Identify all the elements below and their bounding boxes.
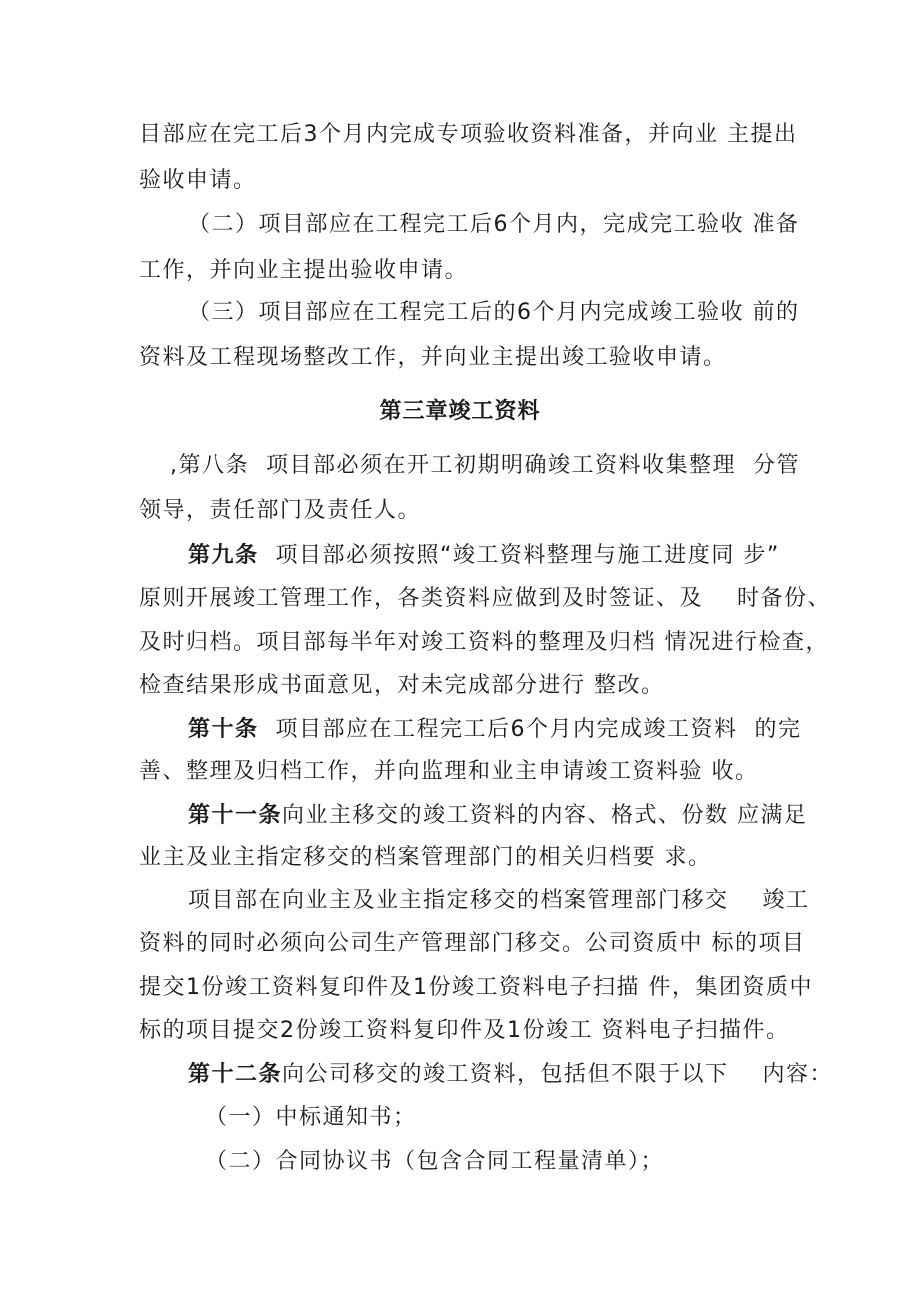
paragraph-line: 领导，责任部门及责任人。 [139,498,422,523]
article-label: 第九条 [188,543,259,568]
article-text: 项目部必须按照“竣工资料整理与施工进度同 步” [258,543,780,568]
paragraph-line: 验收申请。 [139,168,257,193]
paragraph-line: （三）项目部应在工程完工后的6个月内完成竣工验收 前的 [188,300,800,325]
paragraph-line: ,第八条 项目部必须在开工初期明确竣工资料收集整理 分管 [170,453,800,478]
chapter-title: 第三章竣工资料 [379,399,541,424]
article-text: 向公司移交的竣工资料，包括但不限于以下 内容： [282,1062,833,1087]
article-first-line [188,541,780,571]
paragraph-line: （二）项目部应在工程完工后6个月内，完成完工验收 准备 [188,212,800,237]
article-label: 第十条 [188,717,259,742]
article-first-line [188,801,808,831]
paragraph-line: 工作，并向业主提出验收申请。 [139,258,469,283]
article-text: 向业主移交的竣工资料的内容、格式、份数 应满足 [282,803,808,828]
paragraph-line: 提交1份竣工资料复印件及1份竣工资料电子扫描 件，集团资质中 [139,975,813,1000]
article-first-line [188,1060,833,1090]
article-text: 项目部应在工程完工后6个月内完成竣工资料 的完 [258,717,802,742]
article-label: 第十二条 [188,1062,283,1087]
paragraph-line: 业主及业主指定移交的档案管理部门的相关归档要 求。 [139,845,712,870]
paragraph-line: 目部应在完工后3个月内完成专项验收资料准备，并向业 主提出 [139,122,798,147]
paragraph-line: 标的项目提交2份竣工资料复印件及1份竣工 资料电子扫描件。 [139,1018,790,1043]
paragraph-line: 项目部在向业主及业主指定移交的档案管理部门移交 竣工 [188,888,810,913]
article-first-line [188,715,802,745]
list-item: （二）合同协议书（包含合同工程量清单）； [205,1149,665,1174]
paragraph-line: 善、整理及归档工作，并向监理和业主申请竣工资料验 收。 [139,759,759,784]
paragraph-line: 资料的同时必须向公司生产管理部门移交。公司资质中 标的项目 [139,931,806,956]
paragraph-line: 原则开展竣工管理工作，各类资料应做到及时签证、及 时备份、 [139,586,831,611]
paragraph-line: 检查结果形成书面意见，对未完成部分进行 整改。 [139,673,665,698]
paragraph-line: 及时归档。项目部每半年对竣工资料的整理及归档 情况进行检查， [139,630,829,655]
paragraph-line: 资料及工程现场整改工作，并向业主提出竣工验收申请。 [139,345,727,370]
list-item: （一）中标通知书； [205,1105,417,1130]
article-label: 第十一条 [188,803,283,828]
